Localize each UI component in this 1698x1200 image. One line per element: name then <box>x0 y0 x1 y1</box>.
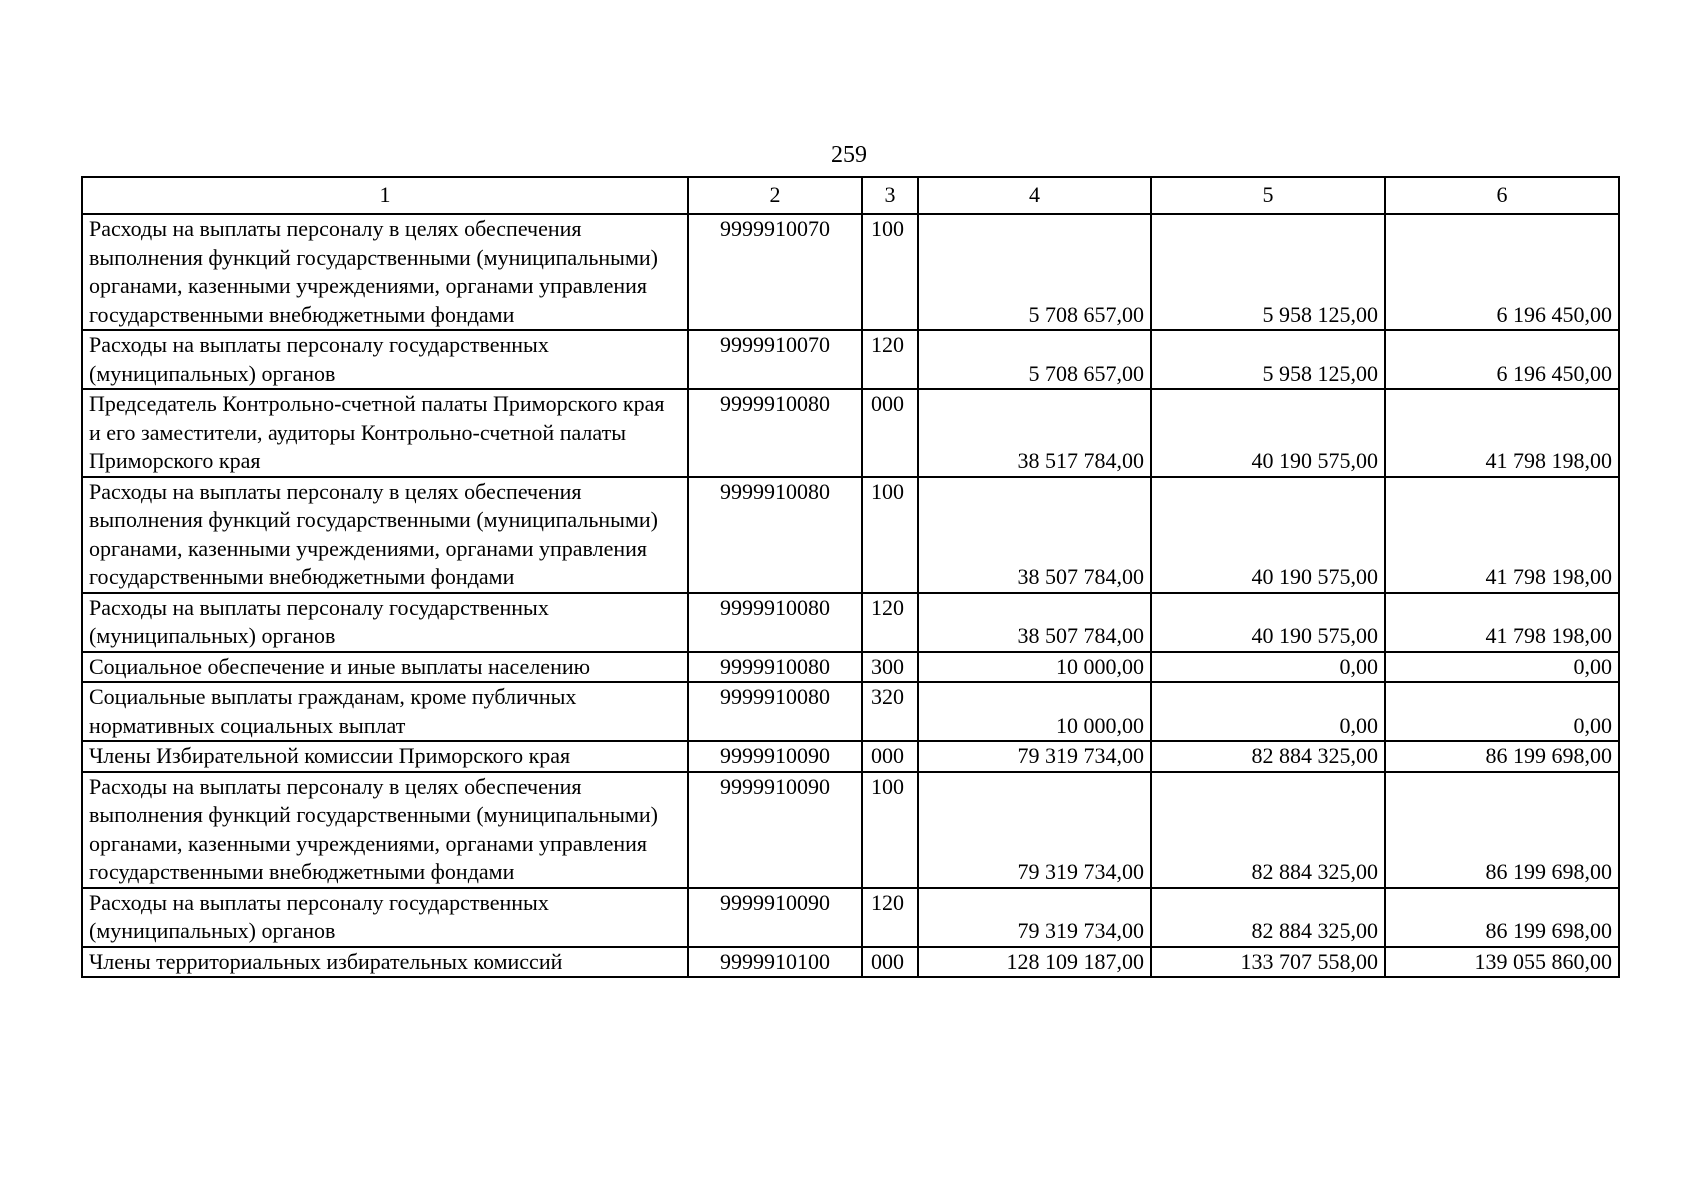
column-header-6: 6 <box>1385 177 1619 214</box>
row-amount-col6: 6 196 450,00 <box>1385 330 1619 389</box>
row-amount-col5: 82 884 325,00 <box>1151 888 1385 947</box>
row-amount-col6: 86 199 698,00 <box>1385 741 1619 772</box>
table-row <box>82 477 1619 593</box>
row-name: Члены территориальных избирательных комиссий <box>82 947 688 978</box>
row-name: Расходы на выплаты персоналу государственных (муниципальных) органов <box>82 888 688 947</box>
row-amount-col6: 86 199 698,00 <box>1385 888 1619 947</box>
table-row <box>82 214 1619 330</box>
row-amount-col4: 79 319 734,00 <box>918 772 1151 888</box>
table-row <box>82 652 1619 683</box>
row-amount-col4: 38 517 784,00 <box>918 389 1151 477</box>
row-expense-kind: 300 <box>862 652 918 683</box>
column-header-2: 2 <box>688 177 862 214</box>
row-amount-col6: 86 199 698,00 <box>1385 772 1619 888</box>
table-row <box>82 593 1619 652</box>
row-amount-col4: 38 507 784,00 <box>918 593 1151 652</box>
row-expense-kind: 120 <box>862 888 918 947</box>
row-amount-col4: 79 319 734,00 <box>918 741 1151 772</box>
row-expense-kind: 000 <box>862 947 918 978</box>
row-amount-col5: 5 958 125,00 <box>1151 214 1385 330</box>
table-row <box>82 772 1619 888</box>
row-amount-col5: 0,00 <box>1151 682 1385 741</box>
row-amount-col4: 10 000,00 <box>918 652 1151 683</box>
row-expense-kind: 320 <box>862 682 918 741</box>
header-row <box>82 177 1619 214</box>
row-amount-col5: 40 190 575,00 <box>1151 389 1385 477</box>
row-name: Социальные выплаты гражданам, кроме публичных нормативных социальных выплат <box>82 682 688 741</box>
row-name: Расходы на выплаты персоналу государственных (муниципальных) органов <box>82 330 688 389</box>
row-amount-col4: 128 109 187,00 <box>918 947 1151 978</box>
row-amount-col5: 40 190 575,00 <box>1151 477 1385 593</box>
column-header-5: 5 <box>1151 177 1385 214</box>
row-target-code: 9999910080 <box>688 389 862 477</box>
row-target-code: 9999910080 <box>688 593 862 652</box>
table-row <box>82 741 1619 772</box>
table-body <box>82 214 1619 977</box>
row-name: Члены Избирательной комиссии Приморского края <box>82 741 688 772</box>
row-target-code: 9999910080 <box>688 682 862 741</box>
row-name: Социальное обеспечение и иные выплаты населению <box>82 652 688 683</box>
row-amount-col4: 38 507 784,00 <box>918 477 1151 593</box>
column-header-3: 3 <box>862 177 918 214</box>
table-row <box>82 682 1619 741</box>
row-amount-col5: 40 190 575,00 <box>1151 593 1385 652</box>
row-target-code: 9999910080 <box>688 477 862 593</box>
row-amount-col5: 133 707 558,00 <box>1151 947 1385 978</box>
row-expense-kind: 100 <box>862 772 918 888</box>
row-expense-kind: 120 <box>862 593 918 652</box>
row-target-code: 9999910090 <box>688 888 862 947</box>
row-target-code: 9999910090 <box>688 741 862 772</box>
row-name: Председатель Контрольно-счетной палаты Приморского края и его заместители, аудиторы Контрольно-счетной палаты Приморского края <box>82 389 688 477</box>
row-name: Расходы на выплаты персоналу в целях обеспечения выполнения функций государственными (муниципальными) органами, казенными учреждениями, органами управления государственными внебюджетными фондами <box>82 477 688 593</box>
table-row <box>82 330 1619 389</box>
column-header-1: 1 <box>82 177 688 214</box>
table-row <box>82 888 1619 947</box>
row-amount-col5: 82 884 325,00 <box>1151 772 1385 888</box>
row-amount-col4: 5 708 657,00 <box>918 214 1151 330</box>
row-amount-col6: 0,00 <box>1385 682 1619 741</box>
row-expense-kind: 100 <box>862 477 918 593</box>
row-amount-col5: 5 958 125,00 <box>1151 330 1385 389</box>
page-number: 259 <box>831 142 867 168</box>
table-header <box>82 177 1619 214</box>
table-row <box>82 389 1619 477</box>
row-amount-col6: 0,00 <box>1385 652 1619 683</box>
row-name: Расходы на выплаты персоналу в целях обеспечения выполнения функций государственными (муниципальными) органами, казенными учреждениями, органами управления государственными внебюджетными фондами <box>82 214 688 330</box>
row-name: Расходы на выплаты персоналу государственных (муниципальных) органов <box>82 593 688 652</box>
row-amount-col5: 0,00 <box>1151 652 1385 683</box>
row-target-code: 9999910070 <box>688 214 862 330</box>
row-target-code: 9999910090 <box>688 772 862 888</box>
table-row <box>82 947 1619 978</box>
budget-table <box>81 176 1620 978</box>
row-amount-col6: 41 798 198,00 <box>1385 593 1619 652</box>
row-amount-col4: 79 319 734,00 <box>918 888 1151 947</box>
column-header-4: 4 <box>918 177 1151 214</box>
row-target-code: 9999910080 <box>688 652 862 683</box>
row-expense-kind: 120 <box>862 330 918 389</box>
row-target-code: 9999910070 <box>688 330 862 389</box>
row-amount-col5: 82 884 325,00 <box>1151 741 1385 772</box>
row-amount-col6: 139 055 860,00 <box>1385 947 1619 978</box>
row-amount-col6: 41 798 198,00 <box>1385 477 1619 593</box>
row-expense-kind: 000 <box>862 389 918 477</box>
row-amount-col6: 41 798 198,00 <box>1385 389 1619 477</box>
row-name: Расходы на выплаты персоналу в целях обеспечения выполнения функций государственными (муниципальными) органами, казенными учреждениями, органами управления государственными внебюджетными фондами <box>82 772 688 888</box>
row-amount-col4: 5 708 657,00 <box>918 330 1151 389</box>
row-target-code: 9999910100 <box>688 947 862 978</box>
row-amount-col6: 6 196 450,00 <box>1385 214 1619 330</box>
row-amount-col4: 10 000,00 <box>918 682 1151 741</box>
row-expense-kind: 000 <box>862 741 918 772</box>
row-expense-kind: 100 <box>862 214 918 330</box>
